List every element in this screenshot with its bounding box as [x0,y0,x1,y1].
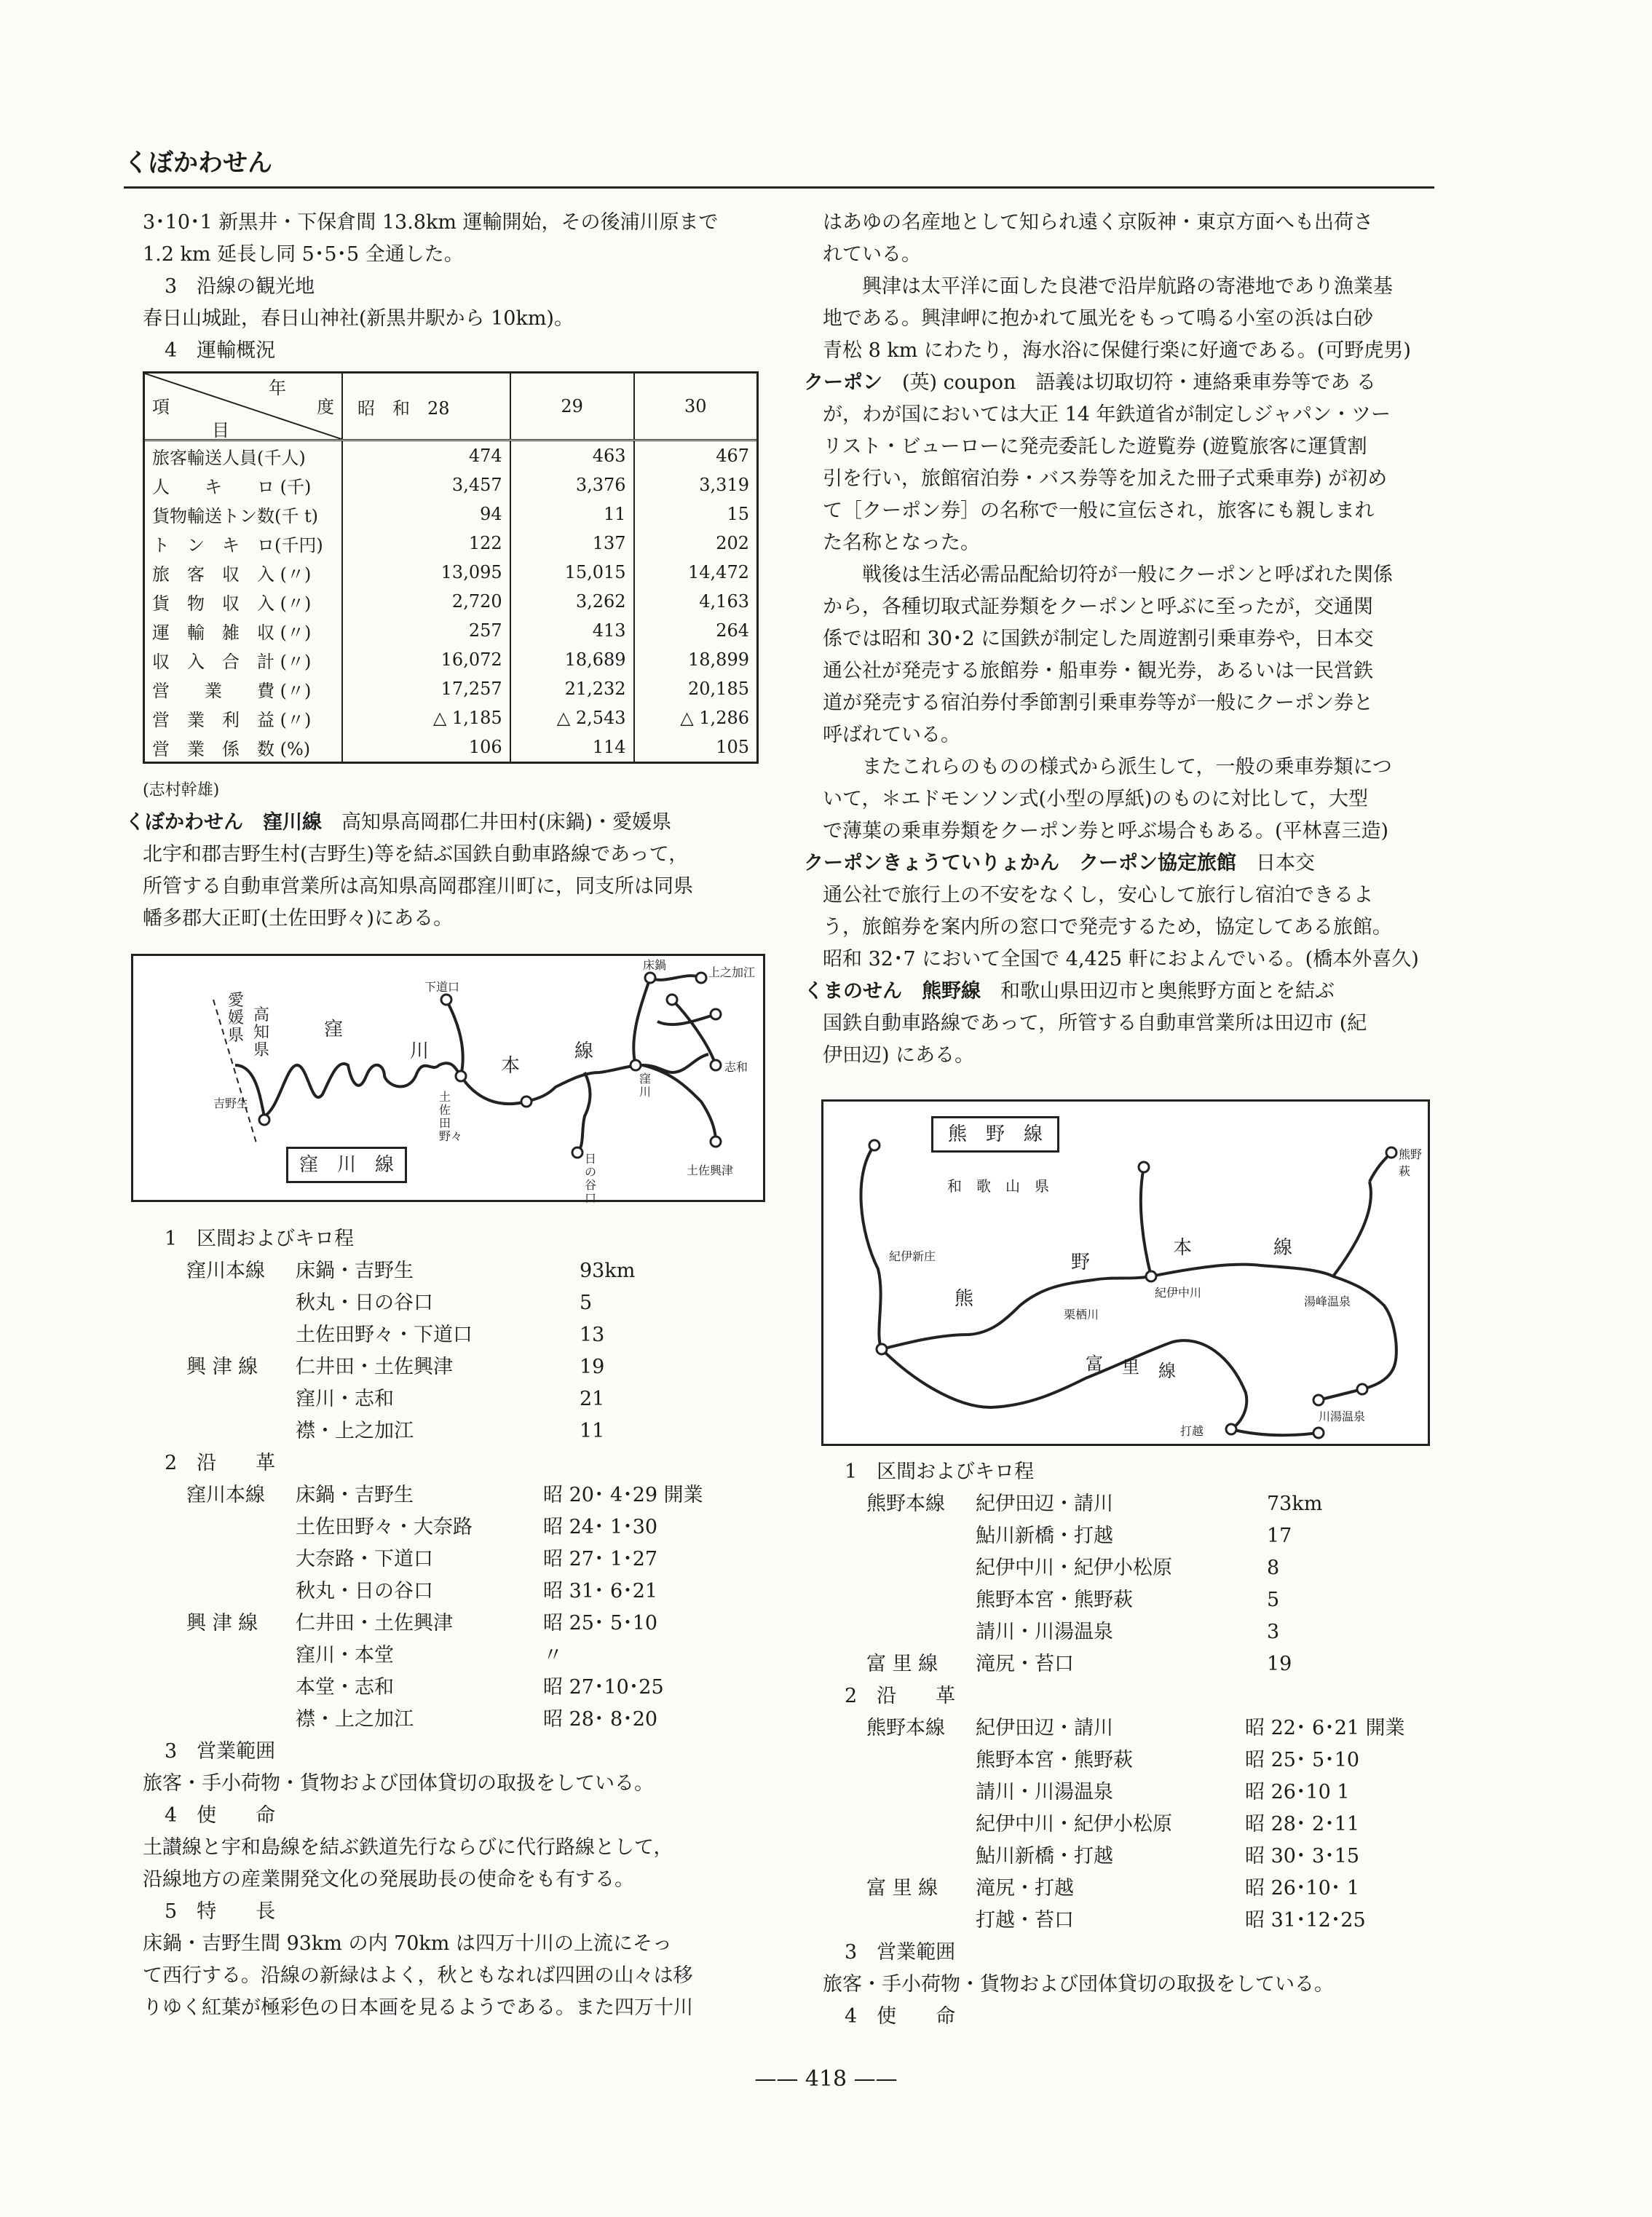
row-value: 20,185 [634,674,756,703]
list-cell-b: 大奈路・下道口 [296,1548,433,1570]
table-row [145,470,756,499]
list-cell-b: 熊野本宮・熊野萩 [976,1589,1133,1611]
coupon-text-4: 引を行い，旅館宿泊券・バス券等を加えた冊子式乗車券) が初め [823,467,1388,490]
list-cell-c: 19 [1267,1653,1292,1675]
list-cell-b: 紀伊中川・紀伊小松原 [976,1557,1172,1579]
row-label: ト ン キ ロ(千円) [152,534,323,556]
right-sections [823,1456,1438,2033]
list-cell-c: 昭 25･ 5･10 [1245,1749,1360,1771]
list-cell-b: 請川・川湯温泉 [976,1781,1113,1803]
list-item [823,1777,1438,1809]
list-item [823,1712,1438,1744]
list-cell-a: 興 津 線 [186,1356,258,1378]
corner-nen: 年 [269,378,286,398]
row-label: 旅客輸送人員(千人) [152,447,306,468]
row-value: 474 [342,440,510,471]
list-cell-a [866,1552,976,1584]
row-label: 営 業 係 数 (%) [152,738,311,759]
list-item [143,1608,783,1640]
list-cell-b: 打越・苔口 [976,1909,1074,1932]
table-row [145,674,756,703]
list-cell-c: 昭 30･ 3･15 [1245,1845,1360,1868]
row-value: 14,472 [634,558,756,587]
list-item [143,1479,783,1511]
label-hinotani: 日の谷口 [585,1152,597,1205]
list-cell-a [866,1744,976,1777]
list-cell-b: 土佐田野々・下道口 [296,1324,473,1346]
coupon-entry [804,367,1438,399]
kubokawa-text-2: 北宇和郡吉野生村(吉野生)等を結ぶ国鉄自動車路線であって， [143,843,689,866]
list-cell-c: 〃 [543,1644,563,1667]
list-item [143,1287,783,1319]
list-item [823,1520,1438,1552]
label-uchikoshi: 打越 [1180,1424,1204,1438]
kyotei-text-4: 昭和 32･7 において全国で 4,425 軒におよんでいる。(橋本外喜久) [823,948,1419,971]
list-cell-b: 滝尻・打越 [976,1877,1074,1900]
label-kumanoogi: 熊野萩 [1399,1147,1423,1178]
list-cell-b: 鮎川新橋・打越 [976,1845,1113,1868]
list-cell-b: 滝尻・苔口 [976,1653,1074,1675]
list-cell-a: 興 津 線 [186,1612,258,1635]
running-header: くぼかわせん [124,149,272,178]
list-cell-c: 17 [1267,1525,1292,1547]
corner-kou: 項 [152,397,170,417]
row-value: 105 [634,732,756,762]
label-kawayu: 川湯温泉 [1319,1410,1366,1423]
kyotei-heading: クーポンきょうていりょかん クーポン協定旅館 [804,852,1236,874]
list-item [143,1640,783,1672]
r-p3-5: 道が発売する宿泊券付季節割引乗車券等が一般にクーポン券と [823,692,1373,714]
kubokawa-s5-text-3: りゆく紅葉が極彩色の日本画を見るようである。また四万十川 [143,1996,693,2019]
list-cell-a [186,1704,296,1736]
label-sen: 線 [574,1040,594,1062]
list-cell-a [186,1640,296,1672]
kokeguchi-route [1231,1429,1319,1435]
table-row [145,645,756,674]
list-cell-c: 昭 31･ 6･21 [543,1580,658,1603]
corner-moku: 目 [212,420,229,440]
list-cell-a [866,1584,976,1616]
author-1: (志村幹雄) [143,781,220,799]
row-value: 11 [510,499,634,529]
list-cell-a [186,1319,296,1351]
kawayu-branch [1319,1389,1362,1400]
kumano-text-2: 国鉄自動車路線であって，所管する自動車営業所は田辺市 (紀 [823,1012,1367,1035]
list-cell-c: 昭 27･ 1･27 [543,1548,658,1570]
row-value: △ 1,185 [342,703,510,732]
kubokawa-s5-heading: 5 特 長 [165,1900,276,1923]
list-cell-b: 窪川・志和 [296,1388,394,1410]
list-cell-b: 秋丸・日の谷口 [296,1580,433,1603]
list-item [823,1744,1438,1777]
kubokawa-map [131,954,765,1205]
left-column-b [125,775,783,935]
row-value: 18,899 [634,645,756,674]
list-item [823,1809,1438,1841]
list-cell-b: 熊野本宮・熊野萩 [976,1749,1133,1771]
list-cell-c: 21 [580,1388,605,1410]
list-cell-c: 昭 27･10･25 [543,1676,664,1699]
list-item [823,1488,1438,1520]
row-label: 貨 物 収 入 (〃) [152,593,312,614]
row-label: 旅 客 収 入 (〃) [152,564,312,585]
list-cell-a: 窪川本線 [186,1260,265,1282]
r-p2-1: 興津は太平洋に面した良港で沿岸航路の寄港地であり漁業基 [862,275,1393,298]
kubokawa-s3-text: 旅客・手小荷物・貨物および団体貸切の取扱をしている。 [143,1772,654,1795]
label-kiinakagawa: 紀伊中川 [1155,1286,1202,1300]
list-cell-a [186,1576,296,1608]
list-cell-a [186,1383,296,1415]
row-value: 17,257 [342,674,510,703]
row-value: △ 1,286 [634,703,756,732]
kumano-s4-heading: 4 使 命 [845,2005,956,2028]
list-cell-c: 93km [580,1260,636,1282]
kumano-text-3: 伊田辺) にある。 [823,1044,975,1067]
kubokawa-s5-text-2: て西行する。沿線の新緑はよく，秋ともなれば四囲の山々は移 [143,1964,693,1987]
label-yunomine: 湯峰温泉 [1304,1295,1351,1308]
list-cell-a: 熊野本線 [866,1493,945,1515]
row-value: 106 [342,732,510,762]
section-3-heading: 3 沿線の観光地 [165,275,315,298]
r-p3-1: 戦後は生活必需品配給切符が一般にクーポンと呼ばれた関係 [862,564,1393,586]
label-kiishinjo: 紀伊新庄 [889,1249,936,1263]
row-value: 3,457 [342,470,510,499]
label-kurisugawa: 栗栖川 [1064,1308,1099,1321]
list-cell-a [866,1841,976,1873]
intro-line-1: 3･10･1 新黒井・下保倉間 13.8km 運輸開始，その後浦川原まで [143,211,719,234]
r-p1-2: れている。 [823,243,921,266]
komatsubara-branch [1141,1167,1151,1276]
list-cell-a: 熊野本線 [866,1717,945,1739]
kubokawa-s5-text-1: 床鍋・吉野生間 93km の内 70km は四万十川の上流にそっ [143,1932,672,1955]
list-item [143,1351,783,1383]
section-4-heading: 4 運輸概況 [165,339,276,362]
kumano-heading: くまのせん 熊野線 [804,980,981,1003]
list-cell-c: 昭 28･ 8･20 [543,1708,658,1731]
list-cell-c: 73km [1267,1493,1323,1515]
r-p3-6: 呼ばれている。 [823,724,960,746]
table-row [145,499,756,529]
list-cell-b: 仁井田・土佐興津 [296,1612,453,1635]
label-kubo: 窪 [324,1019,344,1040]
table-row [145,616,756,645]
list-item [823,1552,1438,1584]
kyotei-entry [804,847,1438,880]
row-value: 202 [634,529,756,558]
row-value: 94 [342,499,510,529]
list-cell-c: 11 [580,1420,605,1442]
list-cell-a [866,1616,976,1648]
list-cell-a [866,1905,976,1937]
list-item [823,1648,1438,1680]
kubokawa-s4-text-1: 土讃線と宇和島線を結ぶ鉄道先行ならびに代行路線として， [143,1836,673,1859]
kubokawa-s3-heading: 3 営業範囲 [165,1740,276,1763]
row-label: 収 入 合 計 (〃) [152,651,312,672]
list-item [823,1905,1438,1937]
label-hon: 本 [501,1055,521,1077]
list-cell-a: 富 里 線 [866,1877,938,1900]
list-item [143,1383,783,1415]
list-cell-b: 窪川・本堂 [296,1644,394,1667]
row-label: 営 業 費 (〃) [152,680,312,701]
header-rule [124,186,1434,189]
list-item [143,1415,783,1447]
label-no: 野 [1071,1252,1091,1273]
list-item [143,1319,783,1351]
label-sen-r: 線 [1273,1237,1293,1259]
list-cell-c: 昭 25･ 5･10 [543,1612,658,1635]
label-tanono: 土佐田野々 [439,1090,463,1143]
coupon-text-1: (英) coupon 語義は切取切符・連絡乗車券等であ る [902,371,1376,394]
table-corner-cell [145,374,342,440]
diagonal-line [145,374,341,439]
label-okitsu: 土佐興津 [687,1163,734,1177]
list-cell-b: 本堂・志和 [296,1676,394,1699]
kumano-map-title: 熊 野 線 [931,1116,1059,1153]
list-cell-b: 紀伊中川・紀伊小松原 [976,1813,1172,1835]
list-item [823,1841,1438,1873]
label-kubokawa-station: 窪川 [639,1072,652,1099]
kumano-entry [804,976,1438,1008]
list-cell-a [186,1511,296,1544]
list-cell-c: 13 [580,1324,605,1346]
row-value: 257 [342,616,510,645]
table-row [145,703,756,732]
tomisato-route [882,1340,1246,1429]
kumano-route-svg [823,1102,1428,1444]
kubokawa-text-3: 所管する自動車営業所は高知県高岡郡窪川町に，同支所は同県 [143,875,693,898]
r-p1-1: はあゆの名産地として知られ遠く京阪神・東京方面へも出荷さ [823,211,1373,234]
label-sato: 里 [1122,1357,1139,1378]
right-column [804,207,1438,1072]
operations-table-box [143,371,759,764]
label-sen2: 線 [1158,1361,1176,1381]
corner-do: 度 [317,397,334,417]
kubokawa-text-4: 幡多郡大正町(土佐田野々)にある。 [143,907,454,930]
list-cell-b: 紀伊田辺・請川 [976,1717,1113,1739]
kumano-map [821,1099,1430,1446]
list-cell-c: 昭 31･12･25 [1245,1909,1366,1932]
operations-table [145,374,756,762]
year-29: 29 [510,374,634,440]
section-3-text: 春日山城趾，春日山神社(新黒井駅から 10km)。 [143,307,574,330]
list-cell-b: 仁井田・土佐興津 [296,1356,453,1378]
year-28: 昭 和 28 [342,374,510,440]
row-value: 16,072 [342,645,510,674]
r-p4-3: で薄葉の乗車券類をクーポン券と呼ぶ場合もある。(平林喜三造) [823,820,1389,842]
page-number: —— 418 —— [754,2066,898,2092]
list-item [143,1511,783,1544]
list-cell-a [186,1544,296,1576]
r-p3-2: から，各種切取式証券類をクーポンと呼ぶに至ったが，交通関 [823,596,1373,618]
kumano-s2-list [823,1712,1438,1937]
list-cell-a [866,1777,976,1809]
kubokawa-s2-list [143,1479,783,1736]
label-kawa: 川 [410,1040,430,1062]
list-cell-c: 5 [1267,1589,1280,1611]
hinotani-branch [577,1072,590,1153]
row-label: 営 業 利 益 (〃) [152,709,312,730]
list-cell-c: 昭 24･ 1･30 [543,1516,658,1538]
list-cell-a [186,1287,296,1319]
kumano-s3-heading: 3 営業範囲 [845,1941,956,1964]
coupon-text-5: て［クーポン券］の名称で一般に宣伝され，旅客にも親しまれ [823,499,1375,522]
kyotei-text-3: う，旅館券を案内所の窓口で発売するため，協定してある旅館。 [823,916,1392,938]
table-row [145,587,756,616]
list-cell-b: 床鍋・吉野生 [296,1260,414,1282]
row-label: 人 キ ロ (千) [152,476,312,497]
table-row [145,732,756,762]
kubokawa-entry [125,807,783,839]
kubokawa-s1-heading: 1 区間およびキロ程 [165,1228,355,1250]
row-value: 3,376 [510,470,634,499]
row-value: 3,319 [634,470,756,499]
row-value: 15,015 [510,558,634,587]
table-header-row [145,374,756,440]
table-row [145,440,756,471]
coupon-text-6: た名称となった。 [823,531,980,554]
list-cell-c: 昭 22･ 6･21 開業 [1245,1717,1405,1739]
kubokawa-s2-heading: 2 沿 革 [165,1452,276,1474]
row-value: 467 [634,440,756,471]
list-cell-a [866,1520,976,1552]
label-yoshinoo: 吉野生 [213,1096,249,1110]
row-value: 4,163 [634,587,756,616]
row-value: 13,095 [342,558,510,587]
kubokawa-heading: くぼかわせん 窪川線 [125,811,322,834]
kumano-s2-heading: 2 沿 革 [845,1685,956,1707]
left-sections [143,1223,783,2024]
label-tokonabe: 床鍋 [643,958,667,972]
list-cell-a [186,1415,296,1447]
row-label: 運 輸 雑 収 (〃) [152,622,312,643]
kubokawa-s1-list [143,1255,783,1447]
kumano-s1-heading: 1 区間およびキロ程 [845,1461,1035,1483]
row-label: 貨物輸送トン数(千 t) [152,505,318,526]
list-cell-b: 紀伊田辺・請川 [976,1493,1113,1515]
label-ehime: 愛媛県 [228,992,245,1045]
row-value: 413 [510,616,634,645]
row-value: 15 [634,499,756,529]
intro-line-2: 1.2 km 延長し同 5･5･5 全通した。 [143,243,464,266]
label-kuma: 熊 [955,1288,974,1310]
list-cell-b: 秋丸・日の谷口 [296,1292,433,1314]
kubokawa-map-title: 窪 川 線 [286,1147,407,1183]
r-p2-3: 青松 8 km にわたり，海水浴に保健行楽に好適である。(可野虎男) [823,339,1411,362]
list-cell-a: 富 里 線 [866,1653,938,1675]
year-30: 30 [634,374,756,440]
row-value: △ 2,543 [510,703,634,732]
list-cell-c: 昭 26･10 1 [1245,1781,1350,1803]
list-cell-a [866,1809,976,1841]
row-value: 18,689 [510,645,634,674]
list-cell-c: 昭 28･ 2･11 [1245,1813,1360,1835]
coupon-text-2: が，わが国においては大正 14 年鉄道省が制定しジャパン・ツー [823,403,1391,426]
row-value: 114 [510,732,634,762]
row-value: 463 [510,440,634,471]
kumano-s1-list [823,1488,1438,1680]
r-p3-4: 通公社が発売する旅館券・船車券・観光券，あるいは一民営鉄 [823,660,1373,682]
list-item [823,1584,1438,1616]
list-cell-b: 土佐田野々・大奈路 [296,1516,473,1538]
list-item [143,1672,783,1704]
r-p3-3: 係では昭和 30･2 に国鉄が制定した周遊割引乗車券や，日本交 [823,628,1374,650]
table-row [145,529,756,558]
list-item [143,1704,783,1736]
row-value: 122 [342,529,510,558]
coupon-text-3: リスト・ビューローに発売委託した遊覧券 (遊覧旅客に運賃割 [823,435,1367,458]
label-tomi: 富 [1086,1353,1103,1374]
label-hon-r: 本 [1173,1237,1193,1259]
r-p4-2: いて，＊エドモンソン式(小型の厚紙)のものに対比して，大型 [823,788,1368,810]
list-cell-c: 8 [1267,1557,1280,1579]
list-cell-b: 床鍋・吉野生 [296,1484,414,1506]
label-wakayama: 和 歌 山 県 [947,1177,1049,1195]
kyotei-text-1: 日本交 [1256,852,1315,874]
row-value: 21,232 [510,674,634,703]
kubokawa-text-1: 高知県高岡郡仁井田村(床鍋)・愛媛県 [341,811,672,834]
list-cell-c: 昭 26･10･ 1 [1245,1877,1360,1900]
label-kochi: 高知県 [253,1006,270,1059]
list-cell-b: 請川・川湯温泉 [976,1621,1113,1643]
list-cell-b: 襟・上之加江 [296,1708,414,1731]
list-item [823,1873,1438,1905]
row-value: 2,720 [342,587,510,616]
list-cell-c: 昭 20･ 4･29 開業 [543,1484,703,1506]
list-cell-b: 鮎川新橋・打越 [976,1525,1113,1547]
list-cell-c: 3 [1267,1621,1280,1643]
list-item [143,1255,783,1287]
kubokawa-s4-text-2: 沿線地方の産業開発文化の発展助長の使命をも有する。 [143,1868,634,1891]
row-value: 264 [634,616,756,645]
r-p2-2: 地である。興津岬に抱かれて風光をもって鳴る小室の浜は白砂 [823,307,1373,330]
label-kaminokae: 上之加江 [708,965,756,979]
list-cell-b: 襟・上之加江 [296,1420,414,1442]
list-cell-c: 19 [580,1356,605,1378]
coupon-heading: クーポン [804,371,882,394]
r-p4-1: またこれらのものの様式から派生して，一般の乗車券類につ [862,756,1392,778]
table-row [145,558,756,587]
list-item [143,1576,783,1608]
list-cell-a [186,1672,296,1704]
list-cell-c: 5 [580,1292,593,1314]
list-item [823,1616,1438,1648]
left-column [143,207,783,367]
kumano-s3-text: 旅客・手小荷物・貨物および団体貸切の取扱をしている。 [823,1973,1334,1996]
kubokawa-s4-heading: 4 使 命 [165,1804,276,1827]
label-shiwa: 志和 [724,1060,748,1074]
kyotei-text-2: 通公社で旅行上の不安をなくし，安心して旅行し宿泊できるよ [823,884,1373,906]
kumano-text-1: 和歌山県田辺市と奥熊野方面とを結ぶ [1000,980,1335,1003]
list-item [143,1544,783,1576]
label-shimomichi: 下道口 [424,980,460,994]
ogi-branch [1333,1153,1391,1276]
row-value: 3,262 [510,587,634,616]
row-value: 137 [510,529,634,558]
list-cell-a: 窪川本線 [186,1484,265,1506]
